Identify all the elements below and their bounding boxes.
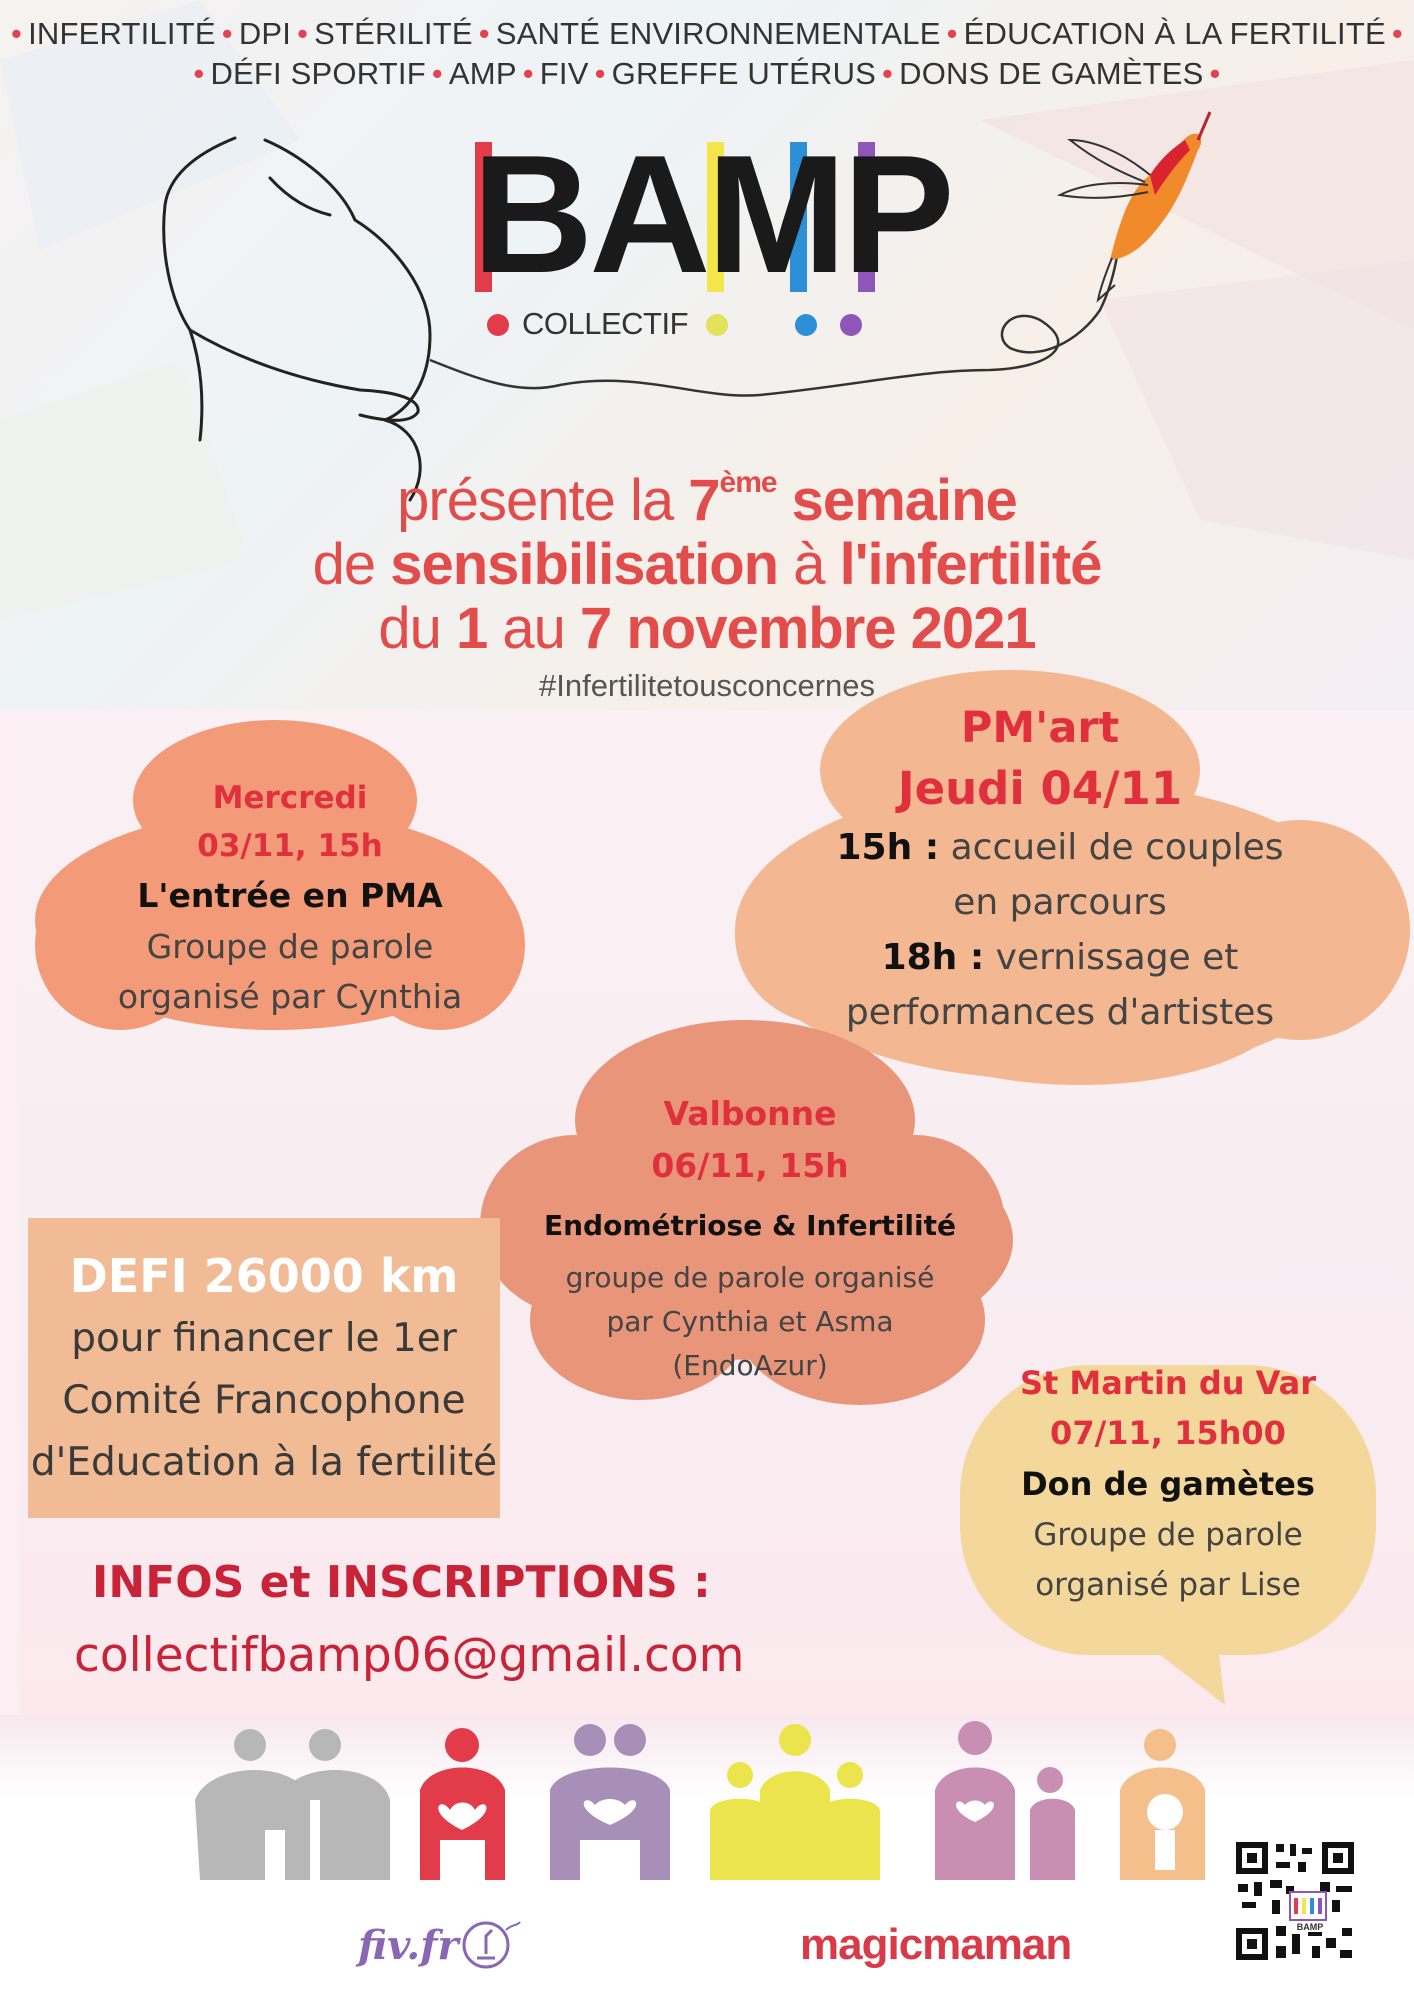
- event-mercredi-date: 03/11, 15h: [197, 828, 383, 864]
- qr-code[interactable]: [1232, 1838, 1358, 1964]
- event-valbonne-desc-2: par Cynthia et Asma: [606, 1305, 894, 1338]
- couple-purple-heart-icon: [550, 1724, 670, 1880]
- defi-line-3: d'Education à la fertilité: [30, 1440, 498, 1485]
- event-jeudi-program: 15h : accueil de couples en parcours 18h : vernissage et performances d'artistes: [836, 827, 1284, 1033]
- event-stmartin-desc-2: organisé par Lise: [1035, 1567, 1301, 1603]
- tagline-line-1: • INFERTILITÉ • DPI • STÉRILITÉ • SANTÉ ENVIRONNEMENTALE • ÉDUCATION À LA FERTILITÉ •: [11, 16, 1403, 51]
- event-mercredi-desc-2: organisé par Cynthia: [117, 977, 463, 1016]
- event-mercredi-desc-1: Groupe de parole: [146, 927, 434, 966]
- headline-line-2: de sensibilisation à l'infertilité: [312, 532, 1102, 597]
- event-mercredi-day: Mercredi: [212, 780, 368, 816]
- event-stmartin-title: Don de gamètes: [1021, 1465, 1315, 1503]
- event-valbonne-place: Valbonne: [663, 1094, 837, 1133]
- headline-line-3: du 1 au 7 novembre 2021: [378, 596, 1036, 661]
- event-valbonne-desc-1: groupe de parole organisé: [565, 1261, 935, 1294]
- event-stmartin-date: 07/11, 15h00: [1050, 1414, 1286, 1452]
- magicmaman-logo: magicmaman: [800, 1920, 1072, 1969]
- defi-line-2: Comité Francophone: [62, 1378, 466, 1423]
- microscope-icon: [462, 1918, 522, 1972]
- defi-title: DEFI 26000 km: [69, 1249, 459, 1303]
- event-valbonne-date: 06/11, 15h: [651, 1146, 849, 1185]
- family-yellow-icon: [710, 1724, 880, 1880]
- logo-subtitle: COLLECTIF: [522, 306, 689, 341]
- fiv-fr-logo: fiv.fr: [358, 1922, 459, 1969]
- defi-line-1: pour financer le 1er: [71, 1316, 457, 1361]
- contact-email-link[interactable]: collectifbamp06@gmail.com: [74, 1628, 745, 1683]
- event-jeudi-date: Jeudi 04/11: [897, 762, 1183, 815]
- event-stmartin-place: St Martin du Var: [1019, 1364, 1317, 1402]
- event-valbonne-title: Endométriose & Infertilité: [544, 1209, 956, 1242]
- event-jeudi-name: PM'art: [960, 703, 1120, 753]
- person-red-heart-icon: [420, 1728, 505, 1880]
- event-mercredi-title: L'entrée en PMA: [137, 876, 443, 915]
- hashtag: #Infertilitetousconcernes: [538, 668, 876, 703]
- event-stmartin-desc-1: Groupe de parole: [1033, 1517, 1303, 1553]
- parent-child-pink-icon: [935, 1721, 1075, 1880]
- logo-title: BAMP: [472, 120, 951, 308]
- event-valbonne-desc-3: (EndoAzur): [672, 1349, 828, 1382]
- family-grey-icon: [195, 1729, 390, 1880]
- tagline-line-2: • DÉFI SPORTIF • AMP • FIV • GREFFE UTÉRUS • DONS DE GAMÈTES •: [193, 56, 1221, 91]
- mother-child-orange-icon: [1120, 1729, 1205, 1880]
- qr-code-icon: [1232, 1838, 1358, 1964]
- headline-line-1: présente la 7ème semaine: [397, 466, 1017, 533]
- qr-code-label: BAMP: [1290, 1922, 1330, 1932]
- infos-title: INFOS et INSCRIPTIONS :: [92, 1557, 711, 1608]
